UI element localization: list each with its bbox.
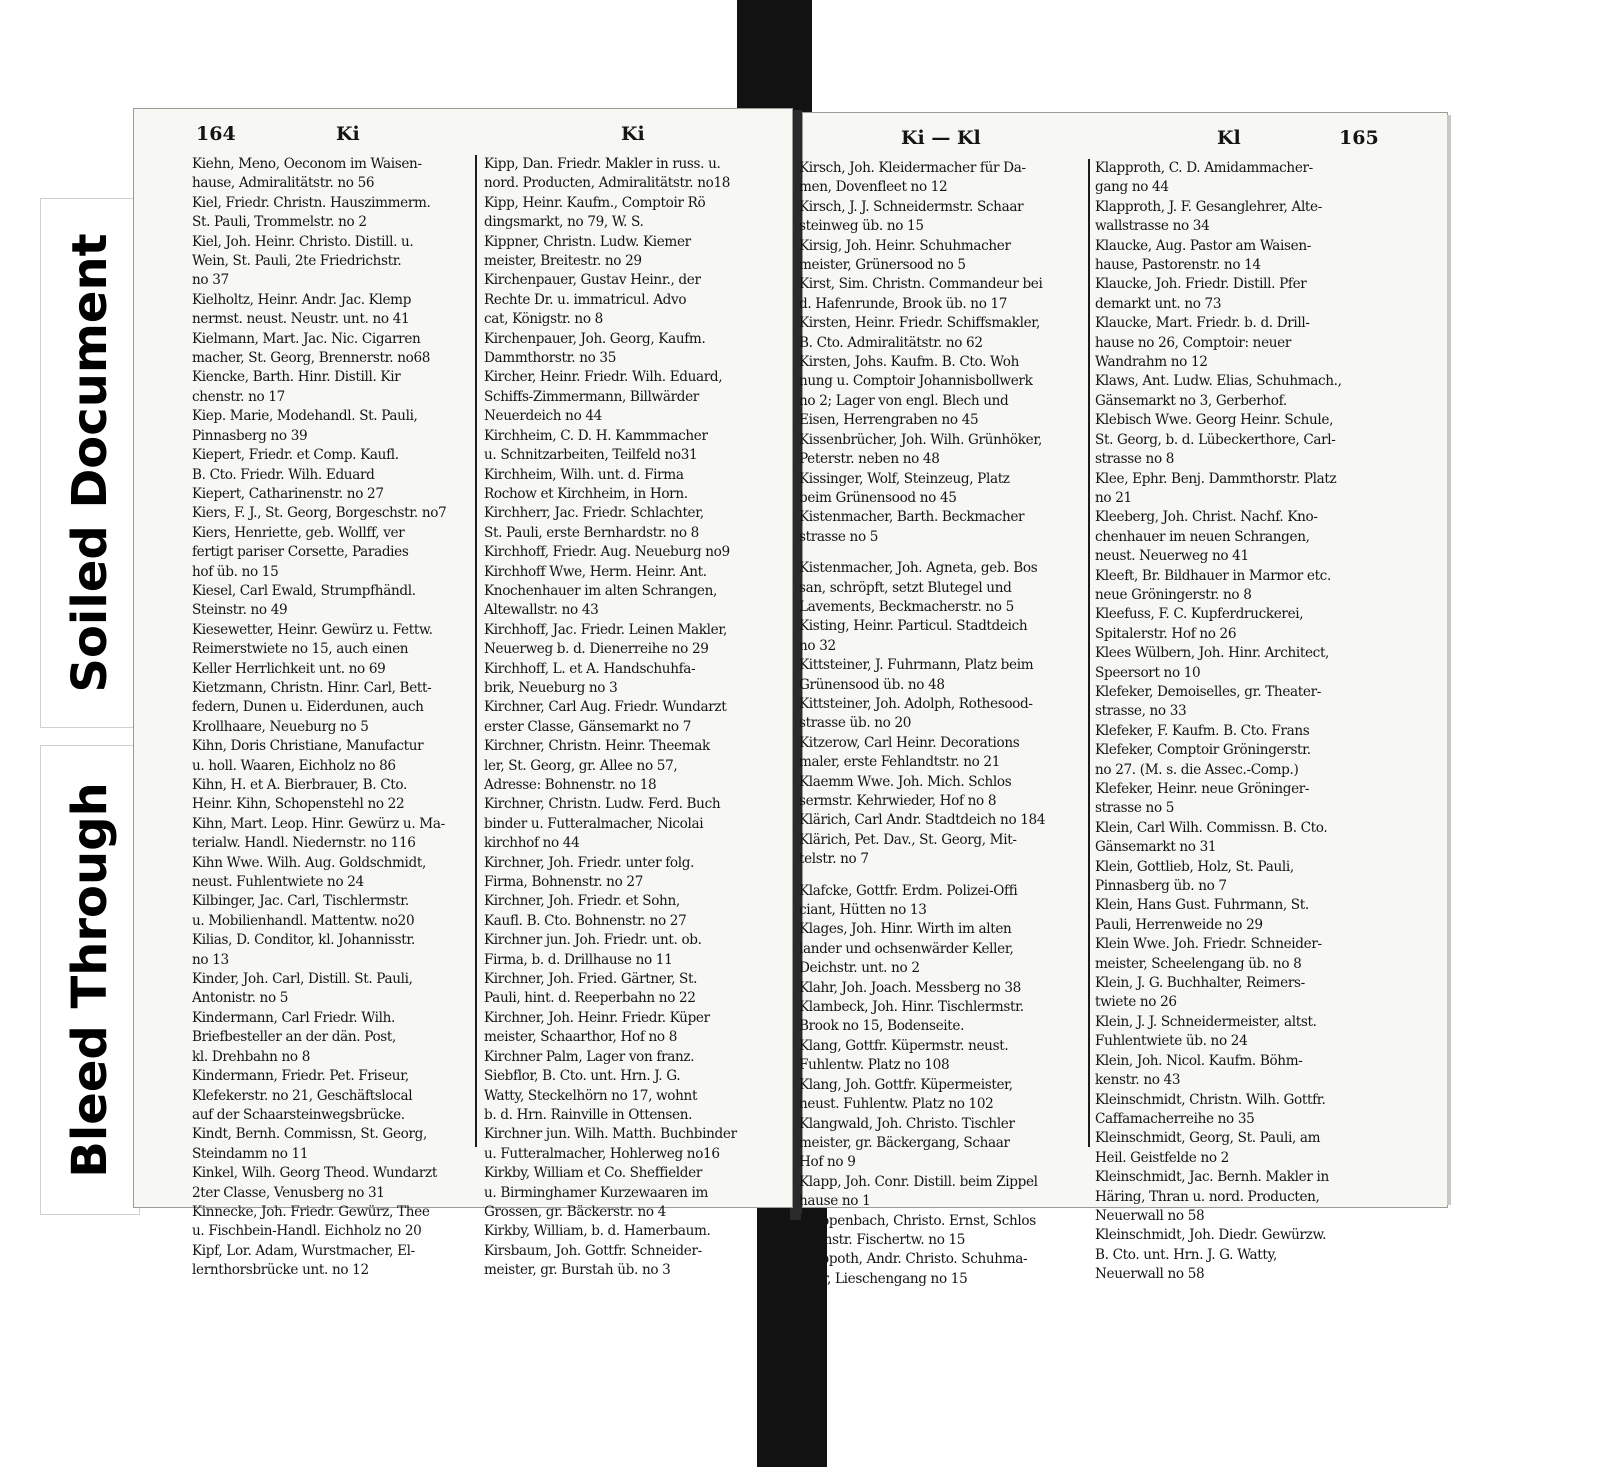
directory-entry-line: beim Grünensood no 45 — [799, 489, 957, 506]
directory-entry-line: Wandrahm no 12 — [1095, 354, 1208, 371]
entry-spacer — [799, 870, 1087, 882]
directory-entry-line: meister, gr. Burstah üb. no 3 — [484, 1262, 671, 1279]
directory-entry-line: Klages, Joh. Hinr. Wirth im alten — [799, 921, 1012, 938]
directory-entry-line: Neuerwall no 58 — [1095, 1207, 1205, 1224]
directory-entry-line: Klang, Joh. Gottfr. Küpermeister, — [799, 1076, 1013, 1093]
directory-entry-line: Kiepert, Friedr. et Comp. Kaufl. — [192, 447, 399, 464]
directory-entry-line: Kirchner, Carl Aug. Friedr. Wundarzt — [484, 699, 727, 716]
directory-entry-line: u. Mobilienhandl. Mattentw. no20 — [192, 912, 415, 929]
directory-entry-line: Kirchner, Joh. Heinr. Friedr. Küper — [484, 1009, 710, 1026]
directory-entry-line: Kleinschmidt, Georg, St. Pauli, am — [1095, 1130, 1321, 1147]
directory-entry-line: terialw. Handl. Niedernstr. no 116 — [192, 835, 416, 852]
directory-entry-line: nung u. Comptoir Johannisbollwerk — [799, 373, 1033, 390]
directory-entry-line: Klein, J. G. Buchhalter, Reimers- — [1095, 975, 1305, 992]
directory-entry-line: Klefeker, Comptoir Gröningerstr. — [1095, 742, 1311, 759]
left-page-column-2 — [484, 155, 776, 1279]
directory-entry-line: meister, Scheelengang üb. no 8 — [1095, 955, 1302, 972]
directory-entry-line: Altewallstr. no 43 — [484, 602, 599, 619]
directory-entry-line: Neuerwall no 58 — [1095, 1266, 1205, 1283]
directory-entry-line: Klee, Ephr. Benj. Dammthorstr. Platz — [1095, 470, 1337, 487]
directory-entry-line: Kleeft, Br. Bildhauer in Marmor etc. — [1095, 567, 1331, 584]
directory-entry-line: gang no 44 — [1095, 179, 1169, 196]
directory-entry-line: Kinnecke, Joh. Friedr. Gewürz, Thee — [192, 1203, 430, 1220]
directory-entry-line: Schiffs-Zimmermann, Billwärder — [484, 388, 699, 405]
directory-entry-line: Kleinschmidt, Joh. Diedr. Gewürzw. — [1095, 1227, 1327, 1244]
directory-entry-line: Kiesewetter, Heinr. Gewürz u. Fettw. — [192, 621, 433, 638]
directory-entry-line: hause no 1 — [799, 1193, 871, 1210]
directory-entry-line: meister, Grünersood no 5 — [799, 257, 966, 274]
directory-entry-line: nermst. neust. Neustr. unt. no 41 — [192, 311, 410, 328]
directory-entry-line: Klafcke, Gottfr. Erdm. Polizei-Offi — [799, 882, 1018, 899]
directory-entry-line: St. Georg, b. d. Lübeckerthore, Carl- — [1095, 431, 1336, 448]
directory-entry-line: Klein, Hans Gust. Fuhrmann, St. — [1095, 897, 1309, 914]
directory-entry-line: san, schröpft, setzt Blutegel und — [799, 579, 1012, 596]
directory-entry-line: sermstr. Kehrwieder, Hof no 8 — [799, 793, 997, 809]
directory-entry-line: neust. Neuerweg no 41 — [1095, 548, 1249, 565]
directory-entry-line: Pauli, hint. d. Reeperbahn no 22 — [484, 990, 696, 1007]
running-head-center: Ki — [621, 123, 645, 145]
directory-entry-line: Kiers, Henriette, geb. Wollff, ver — [192, 524, 405, 541]
directory-entry-line: Kiers, F. J., St. Georg, Borgeschstr. no7 — [192, 505, 447, 522]
directory-entry-line: Kleinschmidt, Christn. Wilh. Gottfr. — [1095, 1091, 1326, 1108]
directory-entry-line: Kissinger, Wolf, Steinzeug, Platz — [799, 470, 1010, 487]
directory-entry-line: Kindermann, Carl Friedr. Wilh. — [192, 1009, 395, 1026]
directory-entry-line: Wein, St. Pauli, 2te Friedrichstr. — [192, 253, 402, 270]
directory-entry-line: Firma, b. d. Drillhause no 11 — [484, 951, 673, 968]
directory-entry-line: 2ter Classe, Venusberg no 31 — [192, 1184, 385, 1201]
directory-entry-line: Klaemm Wwe. Joh. Mich. Schlos — [799, 773, 1012, 790]
directory-entry-line: Kissenbrücher, Joh. Wilh. Grünhöker, — [799, 431, 1042, 448]
directory-entry-line: Kirchner, Joh. Friedr. unter folg. — [484, 854, 695, 871]
directory-entry-line: nord. Producten, Admiralitätstr. no18 — [484, 175, 731, 192]
directory-entry-line: ciant, Hütten no 13 — [799, 902, 927, 919]
directory-entry-line: lander und ochsenwärder Keller, — [799, 940, 1014, 957]
directory-entry-line: Klapproth, C. D. Amidammacher- — [1095, 160, 1313, 176]
directory-entry-line: Kindermann, Friedr. Pet. Friseur, — [192, 1068, 409, 1085]
directory-entry-line: Antonistr. no 5 — [192, 990, 289, 1007]
bleed-through-label: Bleed Through — [40, 745, 140, 1215]
directory-entry-line: Deichstr. unt. no 2 — [799, 960, 920, 977]
directory-entry-line: Heil. Geistfelde no 2 — [1095, 1149, 1229, 1166]
directory-entry-line: Eisen, Herrengraben no 45 — [799, 412, 979, 429]
directory-entry-line: Kircher, Heinr. Friedr. Wilh. Eduard, — [484, 369, 723, 386]
directory-entry-line: Rochow et Kirchheim, in Horn. — [484, 485, 688, 502]
directory-entry-line: Kihn, H. et A. Bierbrauer, B. Cto. — [192, 777, 407, 793]
directory-entry-line: hof üb. no 15 — [192, 563, 279, 580]
directory-entry-line: Kirkby, William et Co. Sheffielder — [484, 1165, 702, 1182]
directory-entry-line: Spitalerstr. Hof no 26 — [1095, 625, 1237, 642]
directory-entry-line: no 32 — [799, 637, 836, 654]
directory-entry-line: St. Pauli, Trommelstr. no 2 — [192, 214, 367, 231]
directory-entry-line: Kittsteiner, J. Fuhrmann, Platz beim — [799, 657, 1034, 674]
directory-entry-line: Kihn Wwe. Wilh. Aug. Goldschmidt, — [192, 854, 426, 871]
directory-entry-line: Klebisch Wwe. Georg Heinr. Schule, — [1095, 412, 1334, 429]
directory-entry-line: hause, Admiralitätstr. no 56 — [192, 175, 375, 192]
directory-entry-line: Kistenmacher, Joh. Agneta, geb. Bos — [799, 560, 1038, 577]
directory-entry-line: Caffamacherreihe no 35 — [1095, 1110, 1255, 1127]
running-head-right: Kl — [1217, 127, 1241, 149]
directory-entry-line: dingsmarkt, no 79, W. S. — [484, 214, 644, 231]
directory-entry-line: Kleefuss, F. C. Kupferdruckerei, — [1095, 606, 1304, 623]
directory-entry-line: b. d. Hrn. Rainville in Ottensen. — [484, 1106, 693, 1123]
directory-entry-line: Kittsteiner, Joh. Adolph, Rothesood- — [799, 695, 1033, 712]
directory-entry-line: Kirchhoff, L. et A. Handschuhfa- — [484, 660, 696, 677]
directory-entry-line: kenstr. no 43 — [1095, 1072, 1181, 1089]
directory-entry-line: cat, Königstr. no 8 — [484, 311, 603, 328]
directory-entry-line: Klein, Carl Wilh. Commissn. B. Cto. — [1095, 819, 1328, 836]
directory-entry-line: Kirsch, J. J. Schneidermstr. Schaar — [799, 198, 1024, 215]
directory-entry-line: twiete no 26 — [1095, 994, 1177, 1011]
directory-entry-line: Neuerdeich no 44 — [484, 408, 602, 425]
directory-entry-line: Pinnasberg üb. no 7 — [1095, 878, 1227, 895]
directory-entry-line: Klangwald, Joh. Christo. Tischler — [799, 1115, 1015, 1132]
directory-entry-line: Klees Wülbern, Joh. Hinr. Architect, — [1095, 645, 1330, 662]
right-page-column-2 — [1095, 159, 1387, 1283]
directory-entry-line: Kirsch, Joh. Kleidermacher für Da- — [799, 160, 1026, 176]
directory-entry-line: fertigt pariser Corsette, Paradies — [192, 544, 409, 561]
directory-entry-line: Knochenhauer im alten Schrangen, — [484, 582, 717, 599]
book-spine-top — [737, 0, 812, 116]
directory-entry-line: Kirsten, Heinr. Friedr. Schiffsmakler, — [799, 315, 1040, 332]
right-page — [799, 112, 1448, 1287]
directory-entry-line: Kiencke, Barth. Hinr. Distill. Kir — [192, 369, 401, 386]
directory-entry-line: B. Cto. unt. Hrn. J. G. Watty, — [1095, 1246, 1278, 1263]
directory-entry-line: Krollhaare, Neueburg no 5 — [192, 718, 369, 735]
directory-entry-line: meister, Schaarthor, Hof no 8 — [484, 1029, 677, 1046]
page-number: 164 — [196, 123, 236, 145]
directory-entry-line: Speersort no 10 — [1095, 664, 1201, 681]
directory-entry-line: Kirst, Sim. Christn. Commandeur bei — [799, 276, 1043, 293]
directory-entry-line: Briefbesteller an der dän. Post, — [192, 1029, 396, 1046]
directory-entry-line: u. holl. Waaren, Eichholz no 86 — [192, 757, 396, 774]
right-page-header — [803, 123, 1447, 155]
directory-entry-line: Kindt, Bernh. Commissn, St. Georg, — [192, 1126, 427, 1143]
directory-entry-line: Klappenbach, Christo. Ernst, Schlos — [799, 1212, 1036, 1229]
directory-entry-line: Klefeker, F. Kaufm. B. Cto. Frans — [1095, 722, 1310, 739]
directory-entry-line: men, Dovenfleet no 12 — [799, 179, 948, 196]
directory-entry-line: no 27. (M. s. die Assec.-Comp.) — [1095, 761, 1299, 778]
directory-entry-line: chenstr. no 17 — [192, 388, 285, 405]
directory-entry-line: Klapproth, J. F. Gesanglehrer, Alte- — [1095, 198, 1322, 215]
directory-entry-line: Kirsten, Johs. Kaufm. B. Cto. Woh — [799, 354, 1019, 371]
directory-entry-line: Kiel, Joh. Heinr. Christo. Distill. u. — [192, 233, 414, 250]
directory-entry-line: auf der Schaarsteinwegsbrücke. — [192, 1106, 405, 1123]
directory-entry-line: Reimerstwiete no 15, auch einen — [192, 641, 409, 658]
directory-entry-line: maler, erste Fehlandtstr. no 21 — [799, 754, 1001, 771]
directory-entry-line: Kisting, Heinr. Particul. Stadtdeich — [799, 618, 1028, 635]
directory-entry-line: Kiepert, Catharinenstr. no 27 — [192, 485, 384, 502]
directory-entry-line: strasse, no 33 — [1095, 703, 1187, 720]
directory-entry-line: Häring, Thran u. nord. Producten, — [1095, 1188, 1320, 1205]
directory-entry-line: brik, Neueburg no 3 — [484, 679, 618, 696]
directory-entry-line: Siebflor, B. Cto. unt. Hrn. J. G. — [484, 1068, 681, 1085]
directory-entry-line: Kiel, Friedr. Christn. Hauszimmerm. — [192, 194, 431, 211]
directory-entry-line: Klahr, Joh. Joach. Messberg no 38 — [799, 979, 1021, 996]
directory-entry-line: Fuhlentwiete üb. no 24 — [1095, 1033, 1248, 1050]
directory-entry-line: no 21 — [1095, 489, 1132, 506]
directory-entry-line: Klang, Gottfr. Küpermstr. neust. — [799, 1037, 1009, 1054]
directory-entry-line: Dammthorstr. no 35 — [484, 350, 617, 367]
directory-entry-line: Watty, Steckelhörn no 17, wohnt — [484, 1087, 698, 1104]
directory-entry-line: Kirkby, William, b. d. Hamerbaum. — [484, 1223, 711, 1240]
directory-entry-line: Kipp, Heinr. Kaufm., Comptoir Rö — [484, 194, 706, 211]
directory-entry-line: neust. Fuhlentw. Platz no 102 — [799, 1096, 994, 1113]
directory-entry-line: Brook no 15, Bodenseite. — [799, 1018, 965, 1035]
directory-entry-line: Kirchheim, Wilh. unt. d. Firma — [484, 466, 684, 483]
column-rule — [475, 155, 477, 1147]
directory-entry-line: demarkt unt. no 73 — [1095, 295, 1222, 312]
directory-entry-line: Kirchhoff, Friedr. Aug. Neueburg no9 — [484, 544, 730, 561]
directory-entry-line: strasse üb. no 20 — [799, 715, 912, 732]
directory-entry-line: Klärich, Pet. Dav., St. Georg, Mit- — [799, 831, 1017, 848]
directory-entry-line: meister, Breitestr. no 29 — [484, 253, 642, 270]
directory-entry-line: Klaws, Ant. Ludw. Elias, Schuhmach., — [1095, 373, 1342, 390]
directory-entry-line: federn, Dunen u. Eiderdunen, auch — [192, 699, 424, 716]
directory-entry-line: binder u. Futteralmacher, Nicolai — [484, 815, 704, 832]
directory-entry-line: erster Classe, Gänsemarkt no 7 — [484, 718, 692, 735]
directory-entry-line: Kihn, Doris Christiane, Manufactur — [192, 738, 424, 755]
directory-entry-line: Hof no 9 — [799, 1154, 856, 1171]
directory-entry-line: sermstr. Fischertw. no 15 — [799, 1231, 966, 1248]
directory-entry-line: Klein, J. J. Schneidermeister, altst. — [1095, 1013, 1317, 1030]
directory-entry-line: Kirchhoff Wwe, Herm. Heinr. Ant. — [484, 563, 707, 580]
directory-entry-line: Kielholtz, Heinr. Andr. Jac. Klemp — [192, 291, 412, 308]
directory-entry-line: Kirsig, Joh. Heinr. Schuhmacher — [799, 237, 1011, 254]
directory-entry-line: no 37 — [192, 272, 229, 289]
directory-entry-line: kirchhof no 44 — [484, 835, 580, 852]
directory-entry-line: Klaucke, Aug. Pastor am Waisen- — [1095, 237, 1311, 254]
directory-entry-line: Klefeker, Heinr. neue Gröninger- — [1095, 781, 1310, 797]
directory-entry-line: Heinr. Kihn, Schopenstehl no 22 — [192, 796, 405, 813]
directory-entry-line: Kirchner, Joh. Friedr. et Sohn, — [484, 893, 680, 910]
page-edge — [1447, 115, 1451, 1205]
directory-entry-line: Kilbinger, Jac. Carl, Tischlermstr. — [192, 893, 409, 910]
directory-entry-line: Lavements, Beckmacherstr. no 5 — [799, 598, 1014, 615]
entry-spacer — [799, 547, 1087, 559]
directory-entry-line: Kiep. Marie, Modehandl. St. Pauli, — [192, 408, 418, 425]
directory-entry-line: Kihn, Mart. Leop. Hinr. Gewürz u. Ma- — [192, 815, 445, 832]
directory-entry-line: Kirchner, Christn. Ludw. Ferd. Buch — [484, 796, 721, 813]
directory-entry-line: Grossen, gr. Bäckerstr. no 4 — [484, 1203, 666, 1220]
directory-entry-line: Kilias, D. Conditor, kl. Johannisstr. — [192, 932, 416, 949]
directory-entry-line: meister, gr. Bäckergang, Schaar — [799, 1134, 1010, 1151]
directory-entry-line: Klein, Gottlieb, Holz, St. Pauli, — [1095, 858, 1294, 875]
directory-entry-line: Kitzerow, Carl Heinr. Decorations — [799, 734, 1020, 751]
directory-entry-line: Kinkel, Wilh. Georg Theod. Wundarzt — [192, 1165, 437, 1182]
directory-entry-line: Klaucke, Joh. Friedr. Distill. Pfer — [1095, 276, 1307, 293]
directory-entry-line: Klefekerstr. no 21, Geschäftslocal — [192, 1087, 413, 1104]
directory-entry-line: Kleinschmidt, Jac. Bernh. Makler in — [1095, 1169, 1329, 1186]
directory-entry-line: cher, Lieschengang no 15 — [799, 1270, 968, 1287]
directory-entry-line: Kirsbaum, Joh. Gottfr. Schneider- — [484, 1242, 702, 1259]
column-rule — [1088, 159, 1090, 1147]
directory-entry-line: Kippner, Christn. Ludw. Kiemer — [484, 233, 691, 250]
directory-entry-line: Kirchner jun. Wilh. Matth. Buchbinder — [484, 1126, 737, 1143]
directory-entry-line: strasse no 5 — [1095, 800, 1175, 817]
directory-entry-line: Gänsemarkt no 3, Gerberhof. — [1095, 392, 1287, 409]
directory-entry-line: Neuerweg b. d. Dienerreihe no 29 — [484, 641, 709, 658]
left-page — [133, 108, 793, 1279]
directory-entry-line: Gänsemarkt no 31 — [1095, 839, 1217, 856]
running-head-left: Ki — [336, 123, 360, 145]
directory-entry-line: hause, Pastorenstr. no 14 — [1095, 257, 1261, 274]
directory-entry-line: Kleeberg, Joh. Christ. Nachf. Kno- — [1095, 509, 1318, 526]
left-page-header — [134, 119, 792, 151]
directory-entry-line: hause no 26, Comptoir: neuer — [1095, 334, 1292, 351]
directory-entry-line: Adresse: Bohnenstr. no 18 — [484, 777, 657, 793]
directory-entry-line: no 2; Lager von engl. Blech und — [799, 392, 1009, 409]
directory-entry-line: Kirchner, Joh. Fried. Gärtner, St. — [484, 971, 698, 988]
directory-entry-line: steinweg üb. no 15 — [799, 218, 924, 235]
directory-entry-line: chenhauer im neuen Schrangen, — [1095, 528, 1310, 545]
directory-entry-line: Kirchenpauer, Gustav Heinr., der — [484, 272, 701, 289]
directory-entry-line: B. Cto. Admiralitätstr. no 62 — [799, 334, 983, 351]
directory-entry-line: u. Futteralmacher, Hohlerweg no16 — [484, 1145, 720, 1162]
directory-entry-line: Klärich, Carl Andr. Stadtdeich no 184 — [799, 812, 1046, 829]
directory-entry-line: strasse no 5 — [799, 528, 879, 545]
directory-entry-line: Pauli, Herrenweide no 29 — [1095, 916, 1263, 933]
directory-entry-line: Firma, Bohnenstr. no 27 — [484, 874, 643, 891]
directory-entry-line: u. Fischbein-Handl. Eichholz no 20 — [192, 1223, 422, 1240]
directory-entry-line: Kietzmann, Christn. Hinr. Carl, Bett- — [192, 679, 432, 696]
directory-entry-line: telstr. no 7 — [799, 851, 869, 868]
directory-entry-line: Kiesel, Carl Ewald, Strumpfhändl. — [192, 582, 416, 599]
directory-entry-line: Kirchner jun. Joh. Friedr. unt. ob. — [484, 932, 702, 949]
soiled-document-label: Soiled Document — [40, 198, 140, 728]
directory-entry-line: Kirchenpauer, Joh. Georg, Kaufm. — [484, 330, 706, 347]
directory-entry-line: wallstrasse no 34 — [1095, 218, 1210, 235]
directory-entry-line: St. Pauli, erste Bernhardstr. no 8 — [484, 524, 699, 541]
directory-entry-line: Kirchheim, C. D. H. Kammmacher — [484, 427, 708, 444]
directory-entry-line: Klein Wwe. Joh. Friedr. Schneider- — [1095, 936, 1322, 953]
directory-entry-line: Klapp, Joh. Conr. Distill. beim Zippel — [799, 1173, 1038, 1190]
directory-entry-line: kl. Drehbahn no 8 — [192, 1048, 311, 1065]
directory-entry-line: Kirchner, Christn. Heinr. Theemak — [484, 738, 710, 755]
directory-entry-line: Kiehn, Meno, Oeconom im Waisen- — [192, 156, 422, 172]
directory-entry-line: Kirchner Palm, Lager von franz. — [484, 1048, 695, 1065]
directory-entry-line: Kaufl. B. Cto. Bohnenstr. no 27 — [484, 912, 687, 929]
directory-entry-line: Fuhlentw. Platz no 108 — [799, 1057, 950, 1074]
directory-entry-line: Kirchhoff, Jac. Friedr. Leinen Makler, — [484, 621, 727, 638]
directory-entry-line: Kirchherr, Jac. Friedr. Schlachter, — [484, 505, 704, 522]
running-head-center: Ki — Kl — [901, 127, 981, 149]
directory-entry-line: d. Hafenrunde, Brook üb. no 17 — [799, 295, 1008, 312]
left-page-column-1 — [192, 155, 476, 1279]
directory-entry-line: Kipf, Lor. Adam, Wurstmacher, El- — [192, 1242, 415, 1259]
directory-entry-line: no 13 — [192, 951, 229, 968]
directory-entry-line: lernthorsbrücke unt. no 12 — [192, 1262, 369, 1279]
directory-entry-line: Peterstr. neben no 48 — [799, 451, 940, 468]
directory-entry-line: neust. Fuhlentwiete no 24 — [192, 874, 364, 891]
directory-entry-line: Kipp, Dan. Friedr. Makler in russ. u. — [484, 156, 721, 172]
directory-entry-line: B. Cto. Friedr. Wilh. Eduard — [192, 466, 375, 483]
page-number: 165 — [1339, 127, 1379, 149]
directory-entry-line: u. Schnitzarbeiten, Teilfeld no31 — [484, 447, 698, 464]
directory-entry-line: Klein, Joh. Nicol. Kaufm. Böhm- — [1095, 1052, 1303, 1069]
directory-entry-line: Klaucke, Mart. Friedr. b. d. Drill- — [1095, 315, 1310, 332]
directory-entry-line: Kinder, Joh. Carl, Distill. St. Pauli, — [192, 971, 413, 988]
directory-entry-line: Keller Herrlichkeit unt. no 69 — [192, 660, 386, 677]
directory-entry-line: neue Gröningerstr. no 8 — [1095, 586, 1252, 603]
directory-entry-line: Kistenmacher, Barth. Beckmacher — [799, 509, 1025, 526]
directory-entry-line: Steindamm no 11 — [192, 1145, 309, 1162]
directory-entry-line: Klambeck, Joh. Hinr. Tischlermstr. — [799, 999, 1024, 1016]
directory-entry-line: Kielmann, Mart. Jac. Nic. Cigarren — [192, 330, 421, 347]
directory-entry-line: strasse no 8 — [1095, 451, 1175, 468]
directory-entry-line: Klappoth, Andr. Christo. Schuhma- — [799, 1251, 1028, 1268]
directory-entry-line: Rechte Dr. u. immatricul. Advo — [484, 291, 687, 308]
right-page-column-1 — [799, 159, 1087, 1287]
directory-entry-line: Steinstr. no 49 — [192, 602, 288, 619]
directory-entry-line: Klefeker, Demoiselles, gr. Theater- — [1095, 683, 1321, 700]
directory-entry-line: Pinnasberg no 39 — [192, 427, 308, 444]
directory-entry-line: ler, St. Georg, gr. Allee no 57, — [484, 757, 678, 774]
directory-entry-line: u. Birminghamer Kurzewaaren im — [484, 1184, 709, 1201]
directory-entry-line: macher, St. Georg, Brennerstr. no68 — [192, 350, 431, 367]
directory-entry-line: Grünensood üb. no 48 — [799, 676, 945, 693]
